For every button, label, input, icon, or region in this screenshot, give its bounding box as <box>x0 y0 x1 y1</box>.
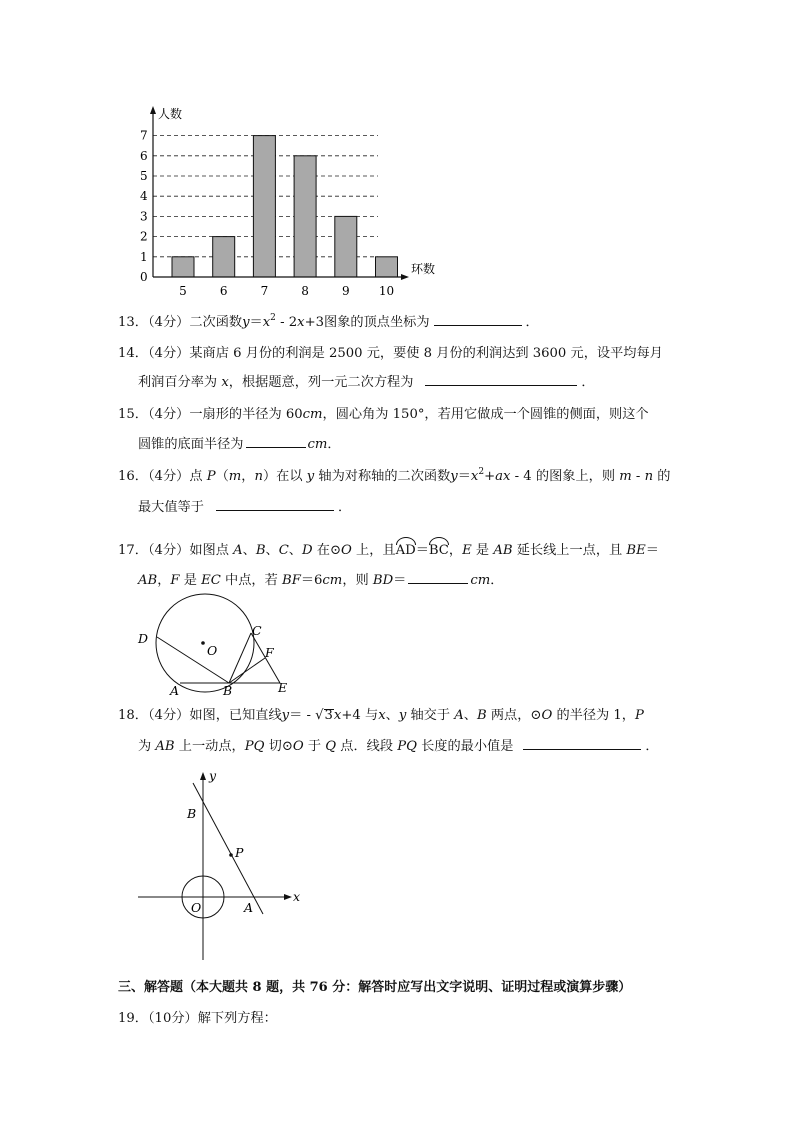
q13-text: +3 <box>304 315 325 330</box>
q18-text: 两点，⊙ <box>486 708 542 723</box>
q16-exp: 2 <box>478 467 485 477</box>
label-c: C <box>252 623 262 638</box>
question-17-line2 <box>138 571 503 590</box>
question-16 <box>118 468 670 486</box>
q14-answer-blank[interactable] <box>425 373 577 386</box>
q18-var: O <box>541 708 553 723</box>
q16-end: ． <box>337 500 352 515</box>
q14-number: 14． <box>118 346 148 361</box>
q17-unit: cm <box>470 573 491 588</box>
q13-text: 二次函数 <box>189 315 243 330</box>
q14-var: x <box>221 375 229 390</box>
q18-var: O <box>292 739 304 754</box>
q14-score: （4分） <box>147 346 190 361</box>
q17-score: （4分） <box>147 543 190 558</box>
q18-var: PQ <box>244 739 265 754</box>
x-axis-arrow <box>284 894 292 900</box>
q14-text: 某商店 6 月份的利润是 2500 元，要使 8 月份的利润达到 3600 元，设平均每月 <box>189 346 663 361</box>
q18-text: 为 <box>138 739 156 754</box>
q17-text: ＝ <box>393 573 407 588</box>
q18-text: 、 <box>463 708 477 723</box>
q17-number: 17． <box>118 543 148 558</box>
q18-text: 上一动点， <box>174 739 245 754</box>
q17-var: B <box>255 543 266 558</box>
bar <box>213 237 235 277</box>
label-x: x <box>293 889 301 904</box>
label-e: E <box>278 680 288 695</box>
label-p: P <box>235 845 244 860</box>
q15-unit: cm <box>307 437 328 452</box>
arc-ad: AD <box>396 539 416 560</box>
q15-answer-blank[interactable] <box>246 435 306 448</box>
q17-text: 中点，若 <box>220 573 282 588</box>
q13-exp: 2 <box>270 313 276 323</box>
q16-text: （ <box>215 469 229 484</box>
q17-var: E <box>462 543 472 558</box>
question-18-line2 <box>138 737 659 756</box>
q13-var: x <box>262 315 271 330</box>
q17-text: 是 <box>471 543 494 558</box>
q15-score: （4分） <box>147 407 190 422</box>
q17-text: ，则 <box>342 573 373 588</box>
question-15 <box>118 406 649 424</box>
q16-var: ax <box>495 469 511 484</box>
q17-unit: cm <box>322 573 343 588</box>
q13-var: x <box>297 315 305 330</box>
q15-number: 15． <box>118 407 148 422</box>
q16-text: - 4 的图象上，则 <box>510 469 620 484</box>
x-tick-label: 9 <box>341 284 350 298</box>
q16-text: + <box>484 469 496 484</box>
circle-o <box>156 594 254 692</box>
y-tick-label: 3 <box>140 209 148 224</box>
bar <box>294 156 316 277</box>
section-3-heading: 三、解答题（本大题共 8 题，共 76 分：解答时应写出文字说明、证明过程或演算步骤） <box>118 980 632 995</box>
q16-var: n <box>644 469 654 484</box>
q17-answer-blank[interactable] <box>408 571 468 584</box>
q15-text: 一扇形的半径为 60 <box>189 407 303 422</box>
figure-18 <box>130 762 320 967</box>
q18-end: ． <box>645 739 659 754</box>
bar <box>335 216 357 277</box>
q18-text: 如图，已知直线 <box>189 708 282 723</box>
arc-bc: BC <box>429 539 449 560</box>
q19-text: 解下列方程： <box>197 1011 277 1026</box>
q15-text: ，圆心角为 150°，若用它做成一个圆锥的侧面，则这个 <box>322 407 649 422</box>
chart-bars <box>172 136 398 277</box>
q13-var: y <box>242 315 250 330</box>
q16-var: x <box>470 469 479 484</box>
q17-var: AB <box>493 543 513 558</box>
q16-var: P <box>206 469 216 484</box>
question-14-line2 <box>138 373 595 392</box>
x-tick-label: 6 <box>219 284 228 298</box>
q16-text: 最大值等于 <box>138 500 204 515</box>
q18-var: B <box>476 708 487 723</box>
q16-text: ， <box>241 469 255 484</box>
q13-number: 13． <box>118 315 148 330</box>
point-p <box>229 853 233 857</box>
label-o: O <box>191 900 202 915</box>
label-y: y <box>209 768 217 783</box>
q13-text: 图象的顶点坐标为 <box>324 315 430 330</box>
q18-radicand: 3 <box>324 708 333 723</box>
q18-var: x <box>378 708 386 723</box>
y-tick-label: 0 <box>140 270 148 284</box>
q18-var: y <box>281 708 290 723</box>
q18-text: 于 <box>303 739 326 754</box>
x-axis-label: 环数 <box>411 262 436 276</box>
x-axis-arrow <box>401 274 409 280</box>
q17-text: 如图点 <box>189 543 234 558</box>
y-axis-arrow <box>200 772 206 780</box>
q16-text: ）在以 <box>262 469 307 484</box>
center-point-o <box>201 641 205 645</box>
q16-text: 的 <box>653 469 671 484</box>
q16-var: m <box>228 469 242 484</box>
label-b: B <box>187 806 197 821</box>
bar <box>253 136 275 277</box>
q16-var: n <box>254 469 263 484</box>
q16-var: y <box>306 469 315 484</box>
label-o: O <box>207 643 218 658</box>
figure-17 <box>130 590 300 700</box>
q17-var: O <box>341 543 352 558</box>
x-tick-label: 5 <box>179 284 187 298</box>
bar-chart <box>120 100 450 300</box>
y-tick-label: 4 <box>140 189 148 204</box>
q16-number: 16． <box>118 469 148 484</box>
q18-var: PQ <box>397 739 417 754</box>
q17-var: AB <box>138 573 158 588</box>
q17-text: ＝ <box>415 543 429 558</box>
q18-text: 长度的最小值是 <box>416 739 514 754</box>
question-15-line2 <box>138 435 341 454</box>
q17-text: 、 <box>242 543 256 558</box>
q14-text: 利润百分率为 <box>138 375 222 390</box>
q18-var: A <box>454 708 464 723</box>
q14-end: ． <box>581 375 595 390</box>
q17-text: 、 <box>288 543 302 558</box>
q13-end: ． <box>525 315 539 330</box>
q17-text: 延长线上一点，且 <box>512 543 627 558</box>
x-tick-label: 7 <box>260 284 269 298</box>
q18-var: x <box>333 708 342 723</box>
bar <box>376 257 398 277</box>
y-tick-label: 6 <box>140 148 148 163</box>
question-13 <box>118 313 539 332</box>
q17-text: ， <box>448 543 463 558</box>
q17-text: ， <box>157 573 171 588</box>
q17-text: 、 <box>265 543 279 558</box>
q19-score: （10分） <box>147 1011 198 1026</box>
y-tick-label: 1 <box>140 249 148 264</box>
q17-text: 在⊙ <box>312 543 341 558</box>
q18-text: +4 与 <box>341 708 379 723</box>
y-tick-label: 7 <box>140 128 148 143</box>
q17-text: ＝ <box>645 543 659 558</box>
q16-var: y <box>450 469 458 484</box>
x-tick-label: 8 <box>301 284 309 298</box>
question-19 <box>118 1010 277 1028</box>
q16-text: 轴为对称轴的二次函数 <box>314 469 451 484</box>
x-tick-label: 10 <box>378 284 395 298</box>
q17-text: 上，且 <box>351 543 396 558</box>
q18-var: P <box>634 708 644 723</box>
bar <box>172 257 194 277</box>
q18-var: y <box>398 708 407 723</box>
q17-text: 是 <box>179 573 202 588</box>
q14-text: ，根据题意，列一元二次方程为 <box>228 375 414 390</box>
q17-var: BD <box>372 573 394 588</box>
q13-eq: ＝ <box>249 315 263 330</box>
label-b: B <box>223 683 233 698</box>
question-14 <box>118 345 663 363</box>
q17-var: EC <box>201 573 221 588</box>
q16-text: ＝ <box>457 469 471 484</box>
q18-text: 的半径为 1， <box>552 708 635 723</box>
q18-text: 轴交于 <box>406 708 455 723</box>
q16-score: （4分） <box>147 469 190 484</box>
q18-var: Q <box>325 739 337 754</box>
q15-text: 圆锥的底面半径为 <box>138 437 244 452</box>
label-f: F <box>265 645 274 660</box>
q16-answer-blank[interactable] <box>216 498 334 511</box>
q19-number: 19． <box>118 1011 148 1026</box>
q17-var: D <box>301 543 313 558</box>
q17-end: ． <box>490 573 504 588</box>
q18-number: 18． <box>118 708 148 723</box>
q18-text: ＝ - <box>289 708 316 723</box>
q18-score: （4分） <box>147 708 190 723</box>
q13-answer-blank[interactable] <box>434 313 522 326</box>
q16-text: 点 <box>189 469 207 484</box>
q18-text: 切⊙ <box>264 739 293 754</box>
q15-end: ． <box>327 437 341 452</box>
label-d: D <box>138 631 149 646</box>
q17-var: BF <box>282 573 301 588</box>
label-a: A <box>244 900 254 915</box>
q17-text: ＝6 <box>300 573 323 588</box>
q13-score: （4分） <box>147 315 190 330</box>
y-axis-label: 人数 <box>158 107 183 121</box>
y-axis-arrow <box>150 106 156 114</box>
y-tick-label: 5 <box>140 169 148 183</box>
question-16-line2 <box>138 498 351 517</box>
q18-text: 点．线段 <box>336 739 398 754</box>
label-a: A <box>170 683 180 698</box>
y-tick-label: 2 <box>140 229 148 244</box>
q13-text: - 2 <box>275 315 298 330</box>
q15-unit: cm <box>302 407 323 422</box>
q17-var: F <box>170 573 180 588</box>
q18-var: AB <box>155 739 175 754</box>
q16-var: m <box>619 469 632 484</box>
segment-db <box>157 637 229 683</box>
q18-answer-blank[interactable] <box>523 737 641 750</box>
q17-var: A <box>233 543 243 558</box>
sqrt-sign: √ <box>315 708 324 723</box>
q18-text: 、 <box>385 708 399 723</box>
q17-var: BE <box>626 543 646 558</box>
q16-text: - <box>631 469 645 484</box>
question-17 <box>118 539 659 560</box>
question-18 <box>118 707 644 725</box>
q17-var: C <box>278 543 289 558</box>
